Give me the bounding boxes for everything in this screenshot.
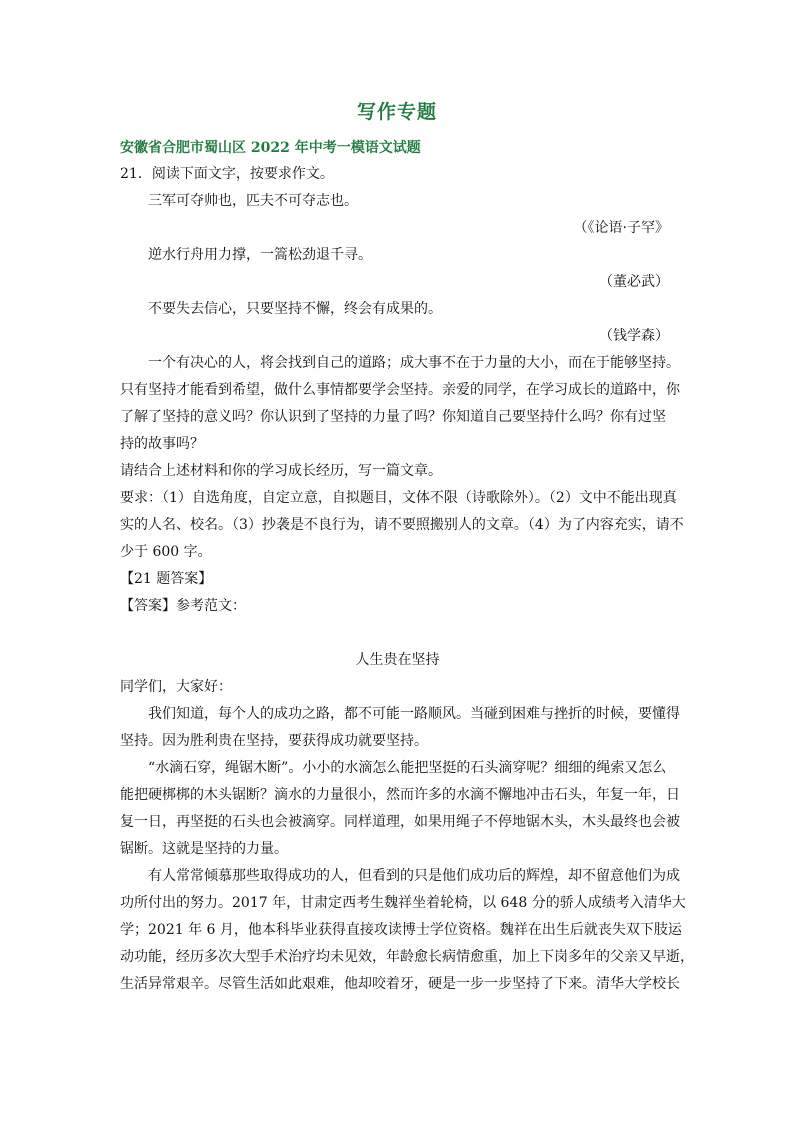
quote-3-source: （钱学森） [599,328,669,344]
essay-p2-line-3: 复一日，再坚挺的石头也会被滴穿。同样道理，如果用绳子不停地锯木头，木头最终也会被 [120,814,680,830]
requirements-line-1: 要求：（1）自选角度，自定立意，自拟题目，文体不限（诗歌除外）。（2）文中不能出现真 [120,490,677,506]
essay-p2-line-1: “水滴石穿，绳锯木断”。小小的水滴怎么能把坚挺的石头滴穿呢？细细的绳索又怎么 [148,760,667,776]
answer-intro: 【答案】参考范文： [120,598,246,614]
quote-3-text: 不要失去信心，只要坚持不懈，终会有成果的。 [148,301,442,317]
essay-p3-line-2: 功所付出的努力。2017 年，甘肃定西考生魏祥坐着轮椅，以 648 分的骄人成绩考入清华大 [120,895,686,911]
quote-2-text: 逆水行舟用力撑，一篙松劲退千寻。 [148,247,372,263]
source-line: 安徽省合肥市蜀山区 2022 年中考一模语文试题 [120,140,421,156]
prompt-line-4: 持的故事吗？ [120,436,204,452]
requirements-line-3: 少于 600 字。 [120,544,212,560]
essay-p2-line-4: 锯断。这就是坚持的力量。 [120,841,288,857]
requirements-line-2: 实的人名、校名。（3）抄袭是不良行为，请不要照搬别人的文章。（4）为了内容充实，请不 [120,517,684,533]
quote-1-source: （《论语·子罕》 [573,220,669,236]
prompt-line-3: 了解了坚持的意义吗？你认识到了坚持的力量了吗？你知道自己要坚持什么吗？你有过坚 [120,409,666,425]
prompt-line-1: 一个有决心的人，将会找到自己的道路；成大事不在于力量的大小，而在于能够坚持。 [148,355,680,371]
quote-2-source: （董必武） [599,274,669,290]
essay-p3-line-3: 学；2021 年 6 月，他本科毕业获得直接攻读博士学位资格。魏祥在出生后就丧失双下肢运 [120,922,682,938]
prompt-line-2: 只有坚持才能看到希望，做什么事情都要学会坚持。亲爱的同学，在学习成长的道路中，你 [120,382,680,398]
instruction: 请结合上述材料和你的学习成长经历，写一篇文章。 [120,463,442,479]
essay-p1-line-1: 我们知道，每个人的成功之路，都不可能一路顺风。当碰到困难与挫折的时候，要懂得 [148,706,680,722]
page-title: 写作专题 [356,101,437,123]
essay-p3-line-5: 生活异常艰辛。尽管生活如此艰难，他却咬着牙，硬是一步一步坚持了下来。清华大学校长 [120,976,680,992]
essay-greeting: 同学们，大家好： [120,679,232,695]
document-body [120,161,694,998]
question-intro: 21．阅读下面文字，按要求作文。 [120,166,334,182]
essay-title: 人生贵在坚持 [355,652,440,668]
essay-p1-line-2: 坚持。因为胜利贵在坚持，要获得成功就要坚持。 [120,733,428,749]
answer-header: 【21 题答案】 [120,571,213,587]
quote-1-text: 三军可夺帅也，匹夫不可夺志也。 [148,193,358,209]
essay-p2-line-2: 能把硬梆梆的木头锯断？滴水的力量很小，然而许多的水滴不懈地冲击石头，年复一年，日 [120,787,680,803]
essay-p3-line-1: 有人常常倾慕那些取得成功的人，但看到的只是他们成功后的辉煌，却不留意他们为成 [148,868,680,884]
essay-p3-line-4: 动功能，经历多次大型手术治疗均未见效，年龄愈长病情愈重，加上下岗多年的父亲又早逝， [120,949,694,965]
